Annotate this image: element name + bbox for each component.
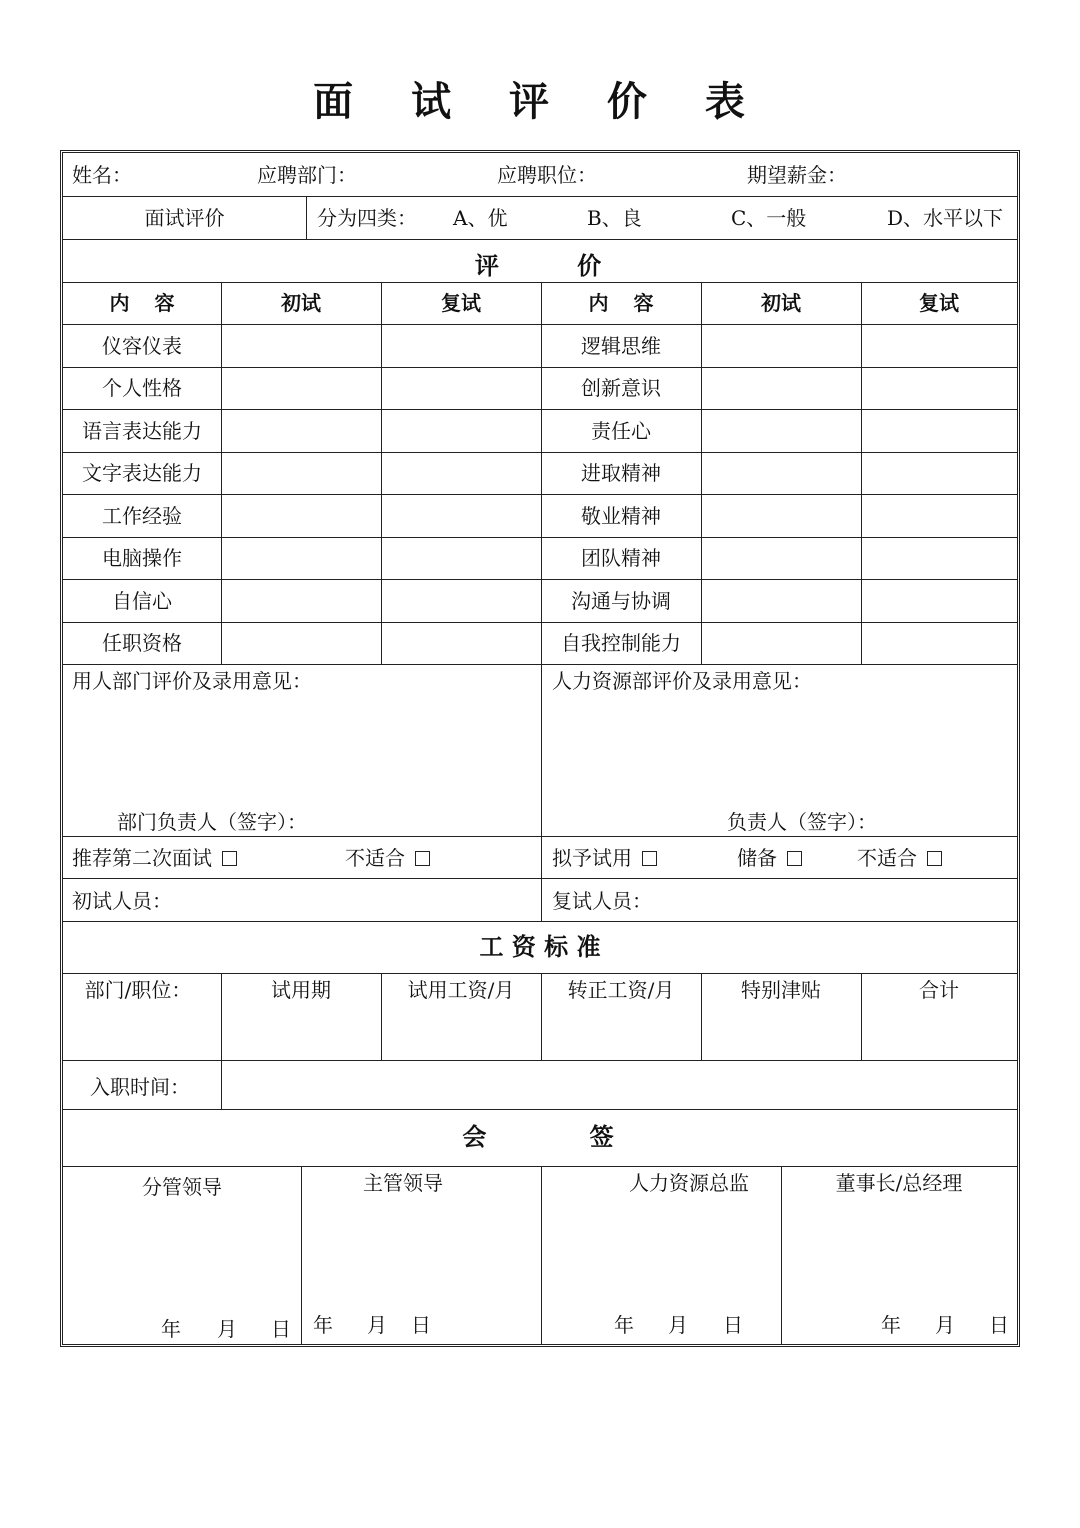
grade-b: B、良 <box>587 206 642 230</box>
criterion-right: 沟通与协调 <box>571 589 671 613</box>
divider <box>63 878 1017 879</box>
divider <box>63 1109 1017 1110</box>
reserve-checkbox[interactable] <box>787 851 802 866</box>
divider <box>63 239 1017 240</box>
hr-signature-label: 负责人（签字）： <box>727 810 877 834</box>
second-interview-option[interactable] <box>72 846 237 870</box>
criterion-right: 创新意识 <box>581 376 661 400</box>
date-year: 年 <box>161 1317 181 1341</box>
page-title: 面 试 评 价 表 <box>313 79 767 125</box>
salary-col-dept: 部门/职位： <box>84 978 192 1002</box>
reserve-label: 储备 <box>737 846 777 870</box>
criterion-left: 工作经验 <box>102 504 182 528</box>
unsuitable-checkbox-right[interactable] <box>927 851 942 866</box>
grading-intro: 分为四类： <box>317 206 417 230</box>
date-month: 月 <box>935 1313 955 1337</box>
divider <box>221 282 222 664</box>
second-interview-checkbox[interactable] <box>222 851 237 866</box>
date-month: 月 <box>217 1317 237 1341</box>
signoff-section-title: 会 签 <box>462 1123 614 1151</box>
criterion-left: 任职资格 <box>102 631 182 655</box>
divider <box>63 494 1017 495</box>
salary-col-total: 合计 <box>919 978 959 1002</box>
col-second-right: 复试 <box>919 291 959 315</box>
criterion-left: 个人性格 <box>102 376 182 400</box>
divider <box>63 452 1017 453</box>
grading-label: 面试评价 <box>144 206 225 230</box>
divider <box>63 622 1017 623</box>
divider <box>381 282 382 664</box>
date-year: 年 <box>313 1313 333 1337</box>
col-second-left: 复试 <box>441 291 481 315</box>
salary-col-allowance: 特别津贴 <box>741 978 821 1002</box>
divider <box>63 1060 1017 1061</box>
salary-section-title: 工 资 标 准 <box>479 933 601 961</box>
signer-division-lead: 分管领导 <box>142 1175 222 1199</box>
name-field[interactable]: 姓名： <box>72 163 132 187</box>
col-first-left: 初试 <box>281 291 321 315</box>
first-interviewer-field[interactable]: 初试人员： <box>72 889 172 913</box>
criterion-left: 电脑操作 <box>102 546 182 570</box>
col-content-right: 内 容 <box>588 291 654 315</box>
unsuitable-label-right: 不适合 <box>857 846 917 870</box>
unsuitable-checkbox-left[interactable] <box>415 851 430 866</box>
salary-col-regular-wage: 转正工资/月 <box>567 978 675 1002</box>
dept-opinion-label: 用人部门评价及录用意见： <box>72 669 312 693</box>
trial-label: 拟予试用 <box>552 846 632 870</box>
divider <box>63 367 1017 368</box>
criterion-right: 团队精神 <box>581 546 661 570</box>
second-interviewer-field[interactable]: 复试人员： <box>552 889 652 913</box>
divider <box>63 324 1017 325</box>
col-first-right: 初试 <box>761 291 801 315</box>
divider <box>63 1166 1017 1167</box>
grade-a: A、优 <box>453 206 508 230</box>
col-content-left: 内 容 <box>109 291 175 315</box>
salary-col-probation-wage: 试用工资/月 <box>407 978 515 1002</box>
criterion-left: 仪容仪表 <box>102 334 182 358</box>
trial-checkbox[interactable] <box>642 851 657 866</box>
reserve-option[interactable] <box>737 846 802 870</box>
unsuitable-label-left: 不适合 <box>345 846 405 870</box>
criterion-right: 责任心 <box>591 419 651 443</box>
criterion-right: 逻辑思维 <box>581 334 661 358</box>
divider <box>861 282 862 664</box>
signer-ceo: 董事长/总经理 <box>835 1171 963 1195</box>
grade-c: C、一般 <box>731 206 807 230</box>
divider <box>63 537 1017 538</box>
date-day: 日 <box>723 1313 743 1337</box>
criterion-right: 自我控制能力 <box>561 631 681 655</box>
divider <box>63 409 1017 410</box>
criterion-right: 敬业精神 <box>581 504 661 528</box>
position-field[interactable]: 应聘职位： <box>497 163 597 187</box>
trial-option[interactable] <box>552 846 657 870</box>
date-month: 月 <box>668 1313 688 1337</box>
criterion-left: 自信心 <box>112 589 172 613</box>
divider <box>63 664 1017 665</box>
signer-supervisor: 主管领导 <box>363 1171 443 1195</box>
date-day: 日 <box>989 1313 1009 1337</box>
date-year: 年 <box>881 1313 901 1337</box>
salary-field[interactable]: 期望薪金： <box>747 163 847 187</box>
unsuitable-option-right[interactable] <box>857 846 942 870</box>
divider <box>63 921 1017 922</box>
date-day: 日 <box>411 1313 431 1337</box>
divider <box>63 579 1017 580</box>
criterion-left: 文字表达能力 <box>82 461 202 485</box>
interview-form <box>60 150 1020 1347</box>
start-date-label: 入职时间： <box>90 1075 190 1099</box>
salary-col-probation: 试用期 <box>271 978 331 1002</box>
divider <box>306 196 307 239</box>
criterion-left: 语言表达能力 <box>82 419 202 443</box>
divider <box>63 196 1017 197</box>
date-month: 月 <box>367 1313 387 1337</box>
divider <box>63 282 1017 283</box>
criterion-right: 进取精神 <box>581 461 661 485</box>
dept-signature-label: 部门负责人（签字）： <box>117 810 307 834</box>
grade-d: D、水平以下 <box>887 206 1004 230</box>
evaluation-section-title: 评 价 <box>474 252 602 280</box>
second-interview-label: 推荐第二次面试 <box>72 846 212 870</box>
hr-opinion-label: 人力资源部评价及录用意见： <box>552 669 812 693</box>
dept-field[interactable]: 应聘部门： <box>257 163 357 187</box>
divider <box>701 282 702 664</box>
divider <box>63 836 1017 837</box>
date-day: 日 <box>271 1317 291 1341</box>
signer-hr-director: 人力资源总监 <box>629 1171 749 1195</box>
unsuitable-option-left[interactable] <box>345 846 430 870</box>
divider <box>63 973 1017 974</box>
date-year: 年 <box>614 1313 634 1337</box>
